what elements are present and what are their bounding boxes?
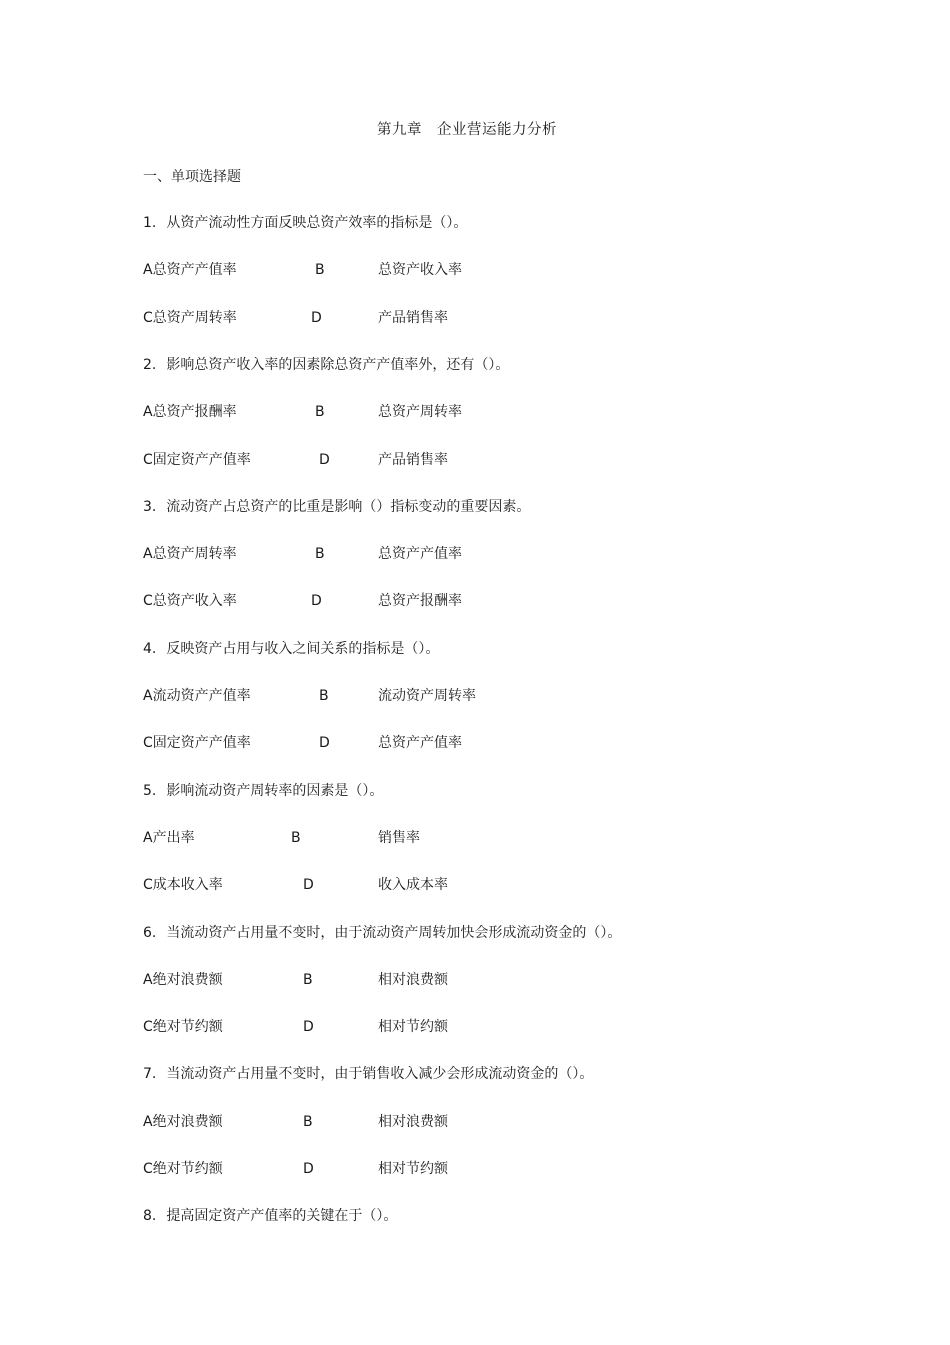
question-number: 6.: [143, 924, 157, 941]
option-text: 相对浪费额: [378, 971, 448, 988]
option-a[interactable]: [143, 544, 237, 564]
option-row: [143, 544, 643, 564]
option-a[interactable]: [143, 260, 237, 280]
option-text: 总资产产值率: [378, 735, 462, 752]
option-row: [143, 1159, 643, 1179]
option-b[interactable]: [315, 402, 325, 422]
option-b[interactable]: [315, 544, 325, 564]
question-stem: [143, 213, 467, 233]
option-row: [143, 402, 643, 422]
option-a[interactable]: [143, 402, 237, 422]
option-text: 相对节约额: [378, 1019, 448, 1036]
option-c[interactable]: [143, 308, 237, 328]
option-c[interactable]: [143, 1017, 223, 1037]
option-row: [143, 970, 643, 990]
option-row: [143, 260, 643, 280]
option-letter: A: [143, 971, 153, 988]
option-d[interactable]: [303, 1159, 314, 1179]
option-letter: D: [311, 593, 322, 610]
option-row: [143, 828, 643, 848]
option-a[interactable]: [143, 686, 251, 706]
option-text: 绝对浪费额: [152, 971, 223, 988]
question-number: 4.: [143, 640, 157, 657]
question-text: 影响流动资产周转率的因素是（）。: [166, 782, 384, 799]
option-letter: D: [303, 877, 314, 894]
option-text: 流动资产产值率: [152, 688, 251, 704]
option-row: [143, 591, 643, 611]
option-letter: D: [319, 451, 330, 468]
question-stem: [143, 1064, 593, 1084]
option-letter: C: [143, 1161, 153, 1177]
option-text: 相对浪费额: [378, 1113, 448, 1130]
option-text: 总资产产值率: [378, 546, 462, 563]
question-text: 反映资产占用与收入之间关系的指标是（）。: [166, 640, 440, 657]
question-text: 当流动资产占用量不变时，由于销售收入减少会形成流动资金的（）。: [166, 1066, 594, 1083]
option-letter: B: [303, 971, 313, 988]
question-text: 提高固定资产产值率的关键在于（）。: [166, 1208, 398, 1225]
option-text: 总资产报酬率: [152, 404, 237, 421]
option-text: 销售率: [378, 829, 420, 846]
option-text: 流动资产周转率: [378, 688, 476, 704]
option-letter: B: [291, 829, 301, 846]
question-stem: [143, 923, 621, 943]
option-letter: B: [315, 546, 325, 563]
option-row: [143, 686, 643, 706]
question-stem: [143, 1206, 397, 1226]
option-letter: A: [143, 262, 153, 279]
question-text: 从资产流动性方面反映总资产效率的指标是（）。: [166, 215, 468, 231]
option-c[interactable]: [143, 733, 251, 753]
option-letter: C: [143, 735, 153, 752]
option-row: [143, 1017, 643, 1037]
question-text: 当流动资产占用量不变时，由于流动资产周转加快会形成流动资金的（）。: [166, 924, 622, 941]
option-text: 总资产周转率: [152, 309, 237, 326]
question-number: 1.: [143, 215, 157, 231]
option-text: 总资产收入率: [152, 593, 237, 610]
option-d[interactable]: [311, 308, 322, 328]
question-stem: [143, 781, 383, 801]
option-letter: B: [303, 1113, 313, 1130]
option-d[interactable]: [311, 591, 322, 611]
option-b[interactable]: [319, 686, 329, 706]
option-text: 绝对浪费额: [152, 1113, 223, 1130]
option-letter: C: [143, 593, 153, 610]
question-number: 7.: [143, 1066, 157, 1083]
option-letter: D: [311, 309, 322, 326]
option-a[interactable]: [143, 970, 223, 990]
question-number: 5.: [143, 782, 157, 799]
option-text: 产品销售率: [378, 451, 448, 468]
option-b[interactable]: [315, 260, 325, 280]
option-text: 产品销售率: [378, 309, 448, 326]
question-text: 影响总资产收入率的因素除总资产产值率外，还有（）。: [166, 356, 510, 373]
section-heading: 一、单项选择题: [143, 169, 241, 185]
option-text: 总资产产值率: [152, 262, 237, 279]
option-text: 收入成本率: [378, 877, 448, 894]
question-number: 8.: [143, 1208, 157, 1225]
option-letter: D: [303, 1161, 314, 1177]
question-text: 流动资产占总资产的比重是影响（）指标变动的重要因素。: [166, 498, 531, 515]
option-letter: D: [303, 1019, 314, 1036]
option-a[interactable]: [143, 1112, 223, 1132]
option-d[interactable]: [303, 875, 314, 895]
option-letter: A: [143, 546, 153, 563]
option-row: [143, 733, 643, 753]
option-b[interactable]: [303, 1112, 313, 1132]
option-letter: C: [143, 451, 153, 468]
option-c[interactable]: [143, 450, 251, 470]
question-number: 3.: [143, 498, 157, 515]
option-row: [143, 308, 643, 328]
option-letter: B: [315, 262, 325, 279]
option-text: 固定资产产值率: [152, 451, 251, 468]
option-letter: C: [143, 309, 153, 326]
question-stem: [143, 497, 530, 517]
option-letter: A: [143, 688, 153, 704]
option-d[interactable]: [319, 450, 330, 470]
option-letter: C: [143, 1019, 153, 1036]
question-stem: [143, 639, 439, 659]
option-row: [143, 875, 643, 895]
option-d[interactable]: [319, 733, 330, 753]
option-c[interactable]: [143, 875, 223, 895]
option-text: 成本收入率: [152, 877, 223, 894]
option-text: 绝对节约额: [152, 1161, 223, 1177]
option-text: 绝对节约额: [152, 1019, 223, 1036]
option-d[interactable]: [303, 1017, 314, 1037]
option-text: 总资产报酬率: [378, 593, 462, 610]
option-a[interactable]: [143, 828, 195, 848]
option-letter: C: [143, 877, 153, 894]
option-c[interactable]: [143, 1159, 223, 1179]
option-letter: A: [143, 829, 153, 846]
option-letter: A: [143, 404, 153, 421]
option-b[interactable]: [291, 828, 301, 848]
option-text: 总资产周转率: [378, 404, 462, 421]
option-row: [143, 450, 643, 470]
option-text: 固定资产产值率: [152, 735, 251, 752]
option-letter: D: [319, 735, 330, 752]
option-text: 总资产周转率: [152, 546, 237, 563]
option-row: [143, 1112, 643, 1132]
chapter-title: 第九章 企业营运能力分析: [377, 122, 557, 138]
question-stem: [143, 355, 509, 375]
option-letter: B: [315, 404, 325, 421]
option-letter: B: [319, 688, 329, 704]
option-letter: A: [143, 1113, 153, 1130]
option-text: 总资产收入率: [378, 262, 462, 279]
option-text: 产出率: [152, 829, 195, 846]
question-number: 2.: [143, 356, 157, 373]
option-text: 相对节约额: [378, 1161, 448, 1177]
option-b[interactable]: [303, 970, 313, 990]
option-c[interactable]: [143, 591, 237, 611]
